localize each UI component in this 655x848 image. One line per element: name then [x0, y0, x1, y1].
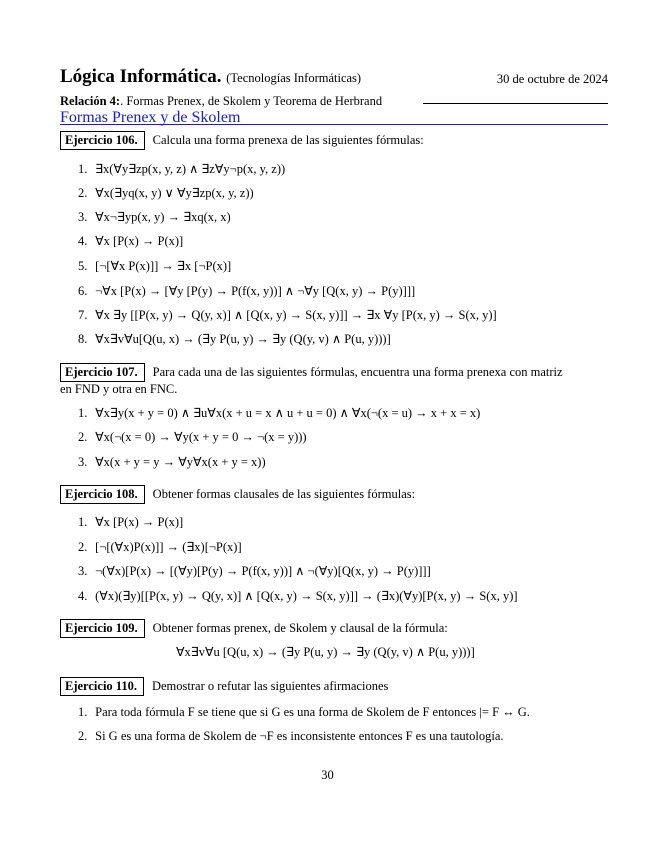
list-item: 4. (∀x)(∃y)[[P(x, y) → Q(y, x)] ∧ [Q(x, y) → S(x, y)]] → (∃x)(∀y)[P(x, y) → S(x, y)] — [78, 589, 518, 603]
section-title: Formas Prenex y de Skolem — [60, 109, 241, 126]
exercise-106-header — [60, 131, 608, 150]
formula: ∃x(∀y∃zp(x, y, z) ∧ ∃z∀y¬p(x, y, z)) — [95, 162, 286, 176]
list-item: 3. ¬(∀x)[P(x) → [(∀y)[P(y) → P(f(x, y))] ∧ ¬(∀y)[Q(x, y) → P(y)]]] — [78, 564, 431, 578]
exercise-intro: Para cada una de las siguientes fórmulas, encuentra una forma prenexa con matriz — [152, 365, 563, 379]
list-item: 1. ∃x(∀y∃zp(x, y, z) ∧ ∃z∀y¬p(x, y, z)) — [78, 162, 286, 176]
list-item: 2. ∀x(¬(x = 0) → ∀y(x + y = 0 → ¬(x = y))) — [78, 430, 307, 444]
exercise-107-header — [60, 363, 608, 397]
relacion-line — [60, 94, 382, 109]
list-item: 3. ∀x¬∃yp(x, y) → ∃xq(x, x) — [78, 210, 231, 224]
formula: ∀x∃y(x + y = 0) ∧ ∃u∀x(x + u = x ∧ u + u = 0) ∧ ∀x(¬(x = u) → x + x = x) — [95, 406, 481, 420]
list-item: 1. Para toda fórmula F se tiene que si G es una forma de Skolem de F entonces |= F ↔ G. — [78, 705, 530, 719]
list-item: 3. ∀x(x + y = y → ∀y∀x(x + y = x)) — [78, 455, 266, 469]
formula: ¬(∀x)[P(x) → [(∀y)[P(y) → P(f(x, y))] ∧ ¬(∀y)[Q(x, y) → P(y)]]] — [95, 564, 431, 578]
formula: ∀x [P(x) → P(x)] — [95, 234, 184, 248]
document-date: 30 de octubre de 2024 — [496, 72, 608, 86]
formula: ∀x¬∃yp(x, y) → ∃xq(x, x) — [95, 210, 231, 224]
relacion-rule — [423, 103, 608, 104]
exercise-label: Ejercicio 108. — [60, 485, 145, 504]
exercise-intro: Obtener formas clausales de las siguientes fórmulas: — [152, 487, 416, 501]
exercise-label: Ejercicio 109. — [60, 619, 145, 638]
formula: ∀x [P(x) → P(x)] — [95, 515, 184, 529]
section-rule — [60, 124, 608, 125]
exercise-intro: Obtener formas prenex, de Skolem y clausal de la fórmula: — [152, 621, 448, 635]
list-item: 1. ∀x [P(x) → P(x)] — [78, 515, 184, 529]
list-item: 2. Si G es una forma de Skolem de ¬F es inconsistente entonces F es una tautología. — [78, 729, 504, 743]
exercise-108-header — [60, 485, 608, 504]
exercise-intro: Calcula una forma prenexa de las siguientes fórmulas: — [152, 133, 424, 147]
list-item: 2. ∀x(∃yq(x, y) ∨ ∀y∃zp(x, y, z)) — [78, 186, 254, 200]
list-item: 4. ∀x [P(x) → P(x)] — [78, 234, 184, 248]
statement: Para toda fórmula F se tiene que si G es una forma de Skolem de F entonces |= F ↔ G. — [95, 705, 530, 719]
exercise-label: Ejercicio 110. — [60, 677, 144, 696]
exercise-label: Ejercicio 107. — [60, 363, 145, 382]
formula: ∀x(x + y = y → ∀y∀x(x + y = x)) — [95, 455, 266, 469]
formula: ∀x ∃y [[P(x, y) → Q(y, x)] ∧ [Q(x, y) → S(x, y)]] → ∃x ∀y [P(x, y) → S(x, y)] — [95, 308, 497, 322]
formula: ∀x(¬(x = 0) → ∀y(x + y = 0 → ¬(x = y))) — [95, 430, 307, 444]
list-item: 5. [¬[∀x P(x)]] → ∃x [¬P(x)] — [78, 259, 232, 273]
formula: (∀x)(∃y)[[P(x, y) → Q(y, x)] ∧ [Q(x, y) → S(x, y)]] → (∃x)(∀y)[P(x, y) → S(x, y)] — [95, 589, 518, 603]
list-item: 8. ∀x∃v∀u[Q(u, x) → (∃y P(u, y) → ∃y (Q(y, v) ∧ P(u, y)))] — [78, 332, 391, 346]
list-item: 1. ∀x∃y(x + y = 0) ∧ ∃u∀x(x + u = x ∧ u + u = 0) ∧ ∀x(¬(x = u) → x + x = x) — [78, 406, 481, 420]
formula: ∀x(∃yq(x, y) ∨ ∀y∃zp(x, y, z)) — [95, 186, 254, 200]
relacion-text: . Formas Prenex, de Skolem y Teorema de Herbrand — [120, 94, 383, 108]
display-formula: ∀x∃v∀u [Q(u, x) → (∃y P(u, y) → ∃y (Q(y, v) ∧ P(u, y)))] — [176, 645, 475, 659]
list-item: 7. ∀x ∃y [[P(x, y) → Q(y, x)] ∧ [Q(x, y) → S(x, y)]] → ∃x ∀y [P(x, y) → S(x, y)] — [78, 308, 497, 322]
exercise-110-header — [60, 677, 608, 696]
list-item: 6. ¬∀x [P(x) → [∀y [P(y) → P(f(x, y))] ∧ ¬∀y [Q(x, y) → P(y)]]] — [78, 284, 416, 298]
formula: ∀x∃v∀u[Q(u, x) → (∃y P(u, y) → ∃y (Q(y, v) ∧ P(u, y)))] — [95, 332, 391, 346]
relacion-label: Relación 4: — [60, 94, 121, 108]
formula: [¬[(∀x)P(x)]] → (∃x)[¬P(x)] — [95, 540, 242, 554]
list-item: 2. [¬[(∀x)P(x)]] → (∃x)[¬P(x)] — [78, 540, 242, 554]
statement: Si G es una forma de Skolem de ¬F es inconsistente entonces F es una tautología. — [95, 729, 504, 743]
course-subtitle: (Tecnologías Informáticas) — [226, 71, 362, 85]
exercise-intro-continued: en FND y otra en FNC. — [60, 382, 178, 396]
exercise-intro: Demostrar o refutar las siguientes afirmaciones — [151, 679, 389, 693]
exercise-109-header — [60, 619, 608, 638]
course-title: Lógica Informática. — [60, 66, 222, 87]
page-number: 30 — [321, 768, 334, 782]
formula: ¬∀x [P(x) → [∀y [P(y) → P(f(x, y))] ∧ ¬∀y [Q(x, y) → P(y)]]] — [95, 284, 416, 298]
exercise-label: Ejercicio 106. — [60, 131, 145, 150]
formula: [¬[∀x P(x)]] → ∃x [¬P(x)] — [95, 259, 232, 273]
document-title — [60, 66, 361, 88]
